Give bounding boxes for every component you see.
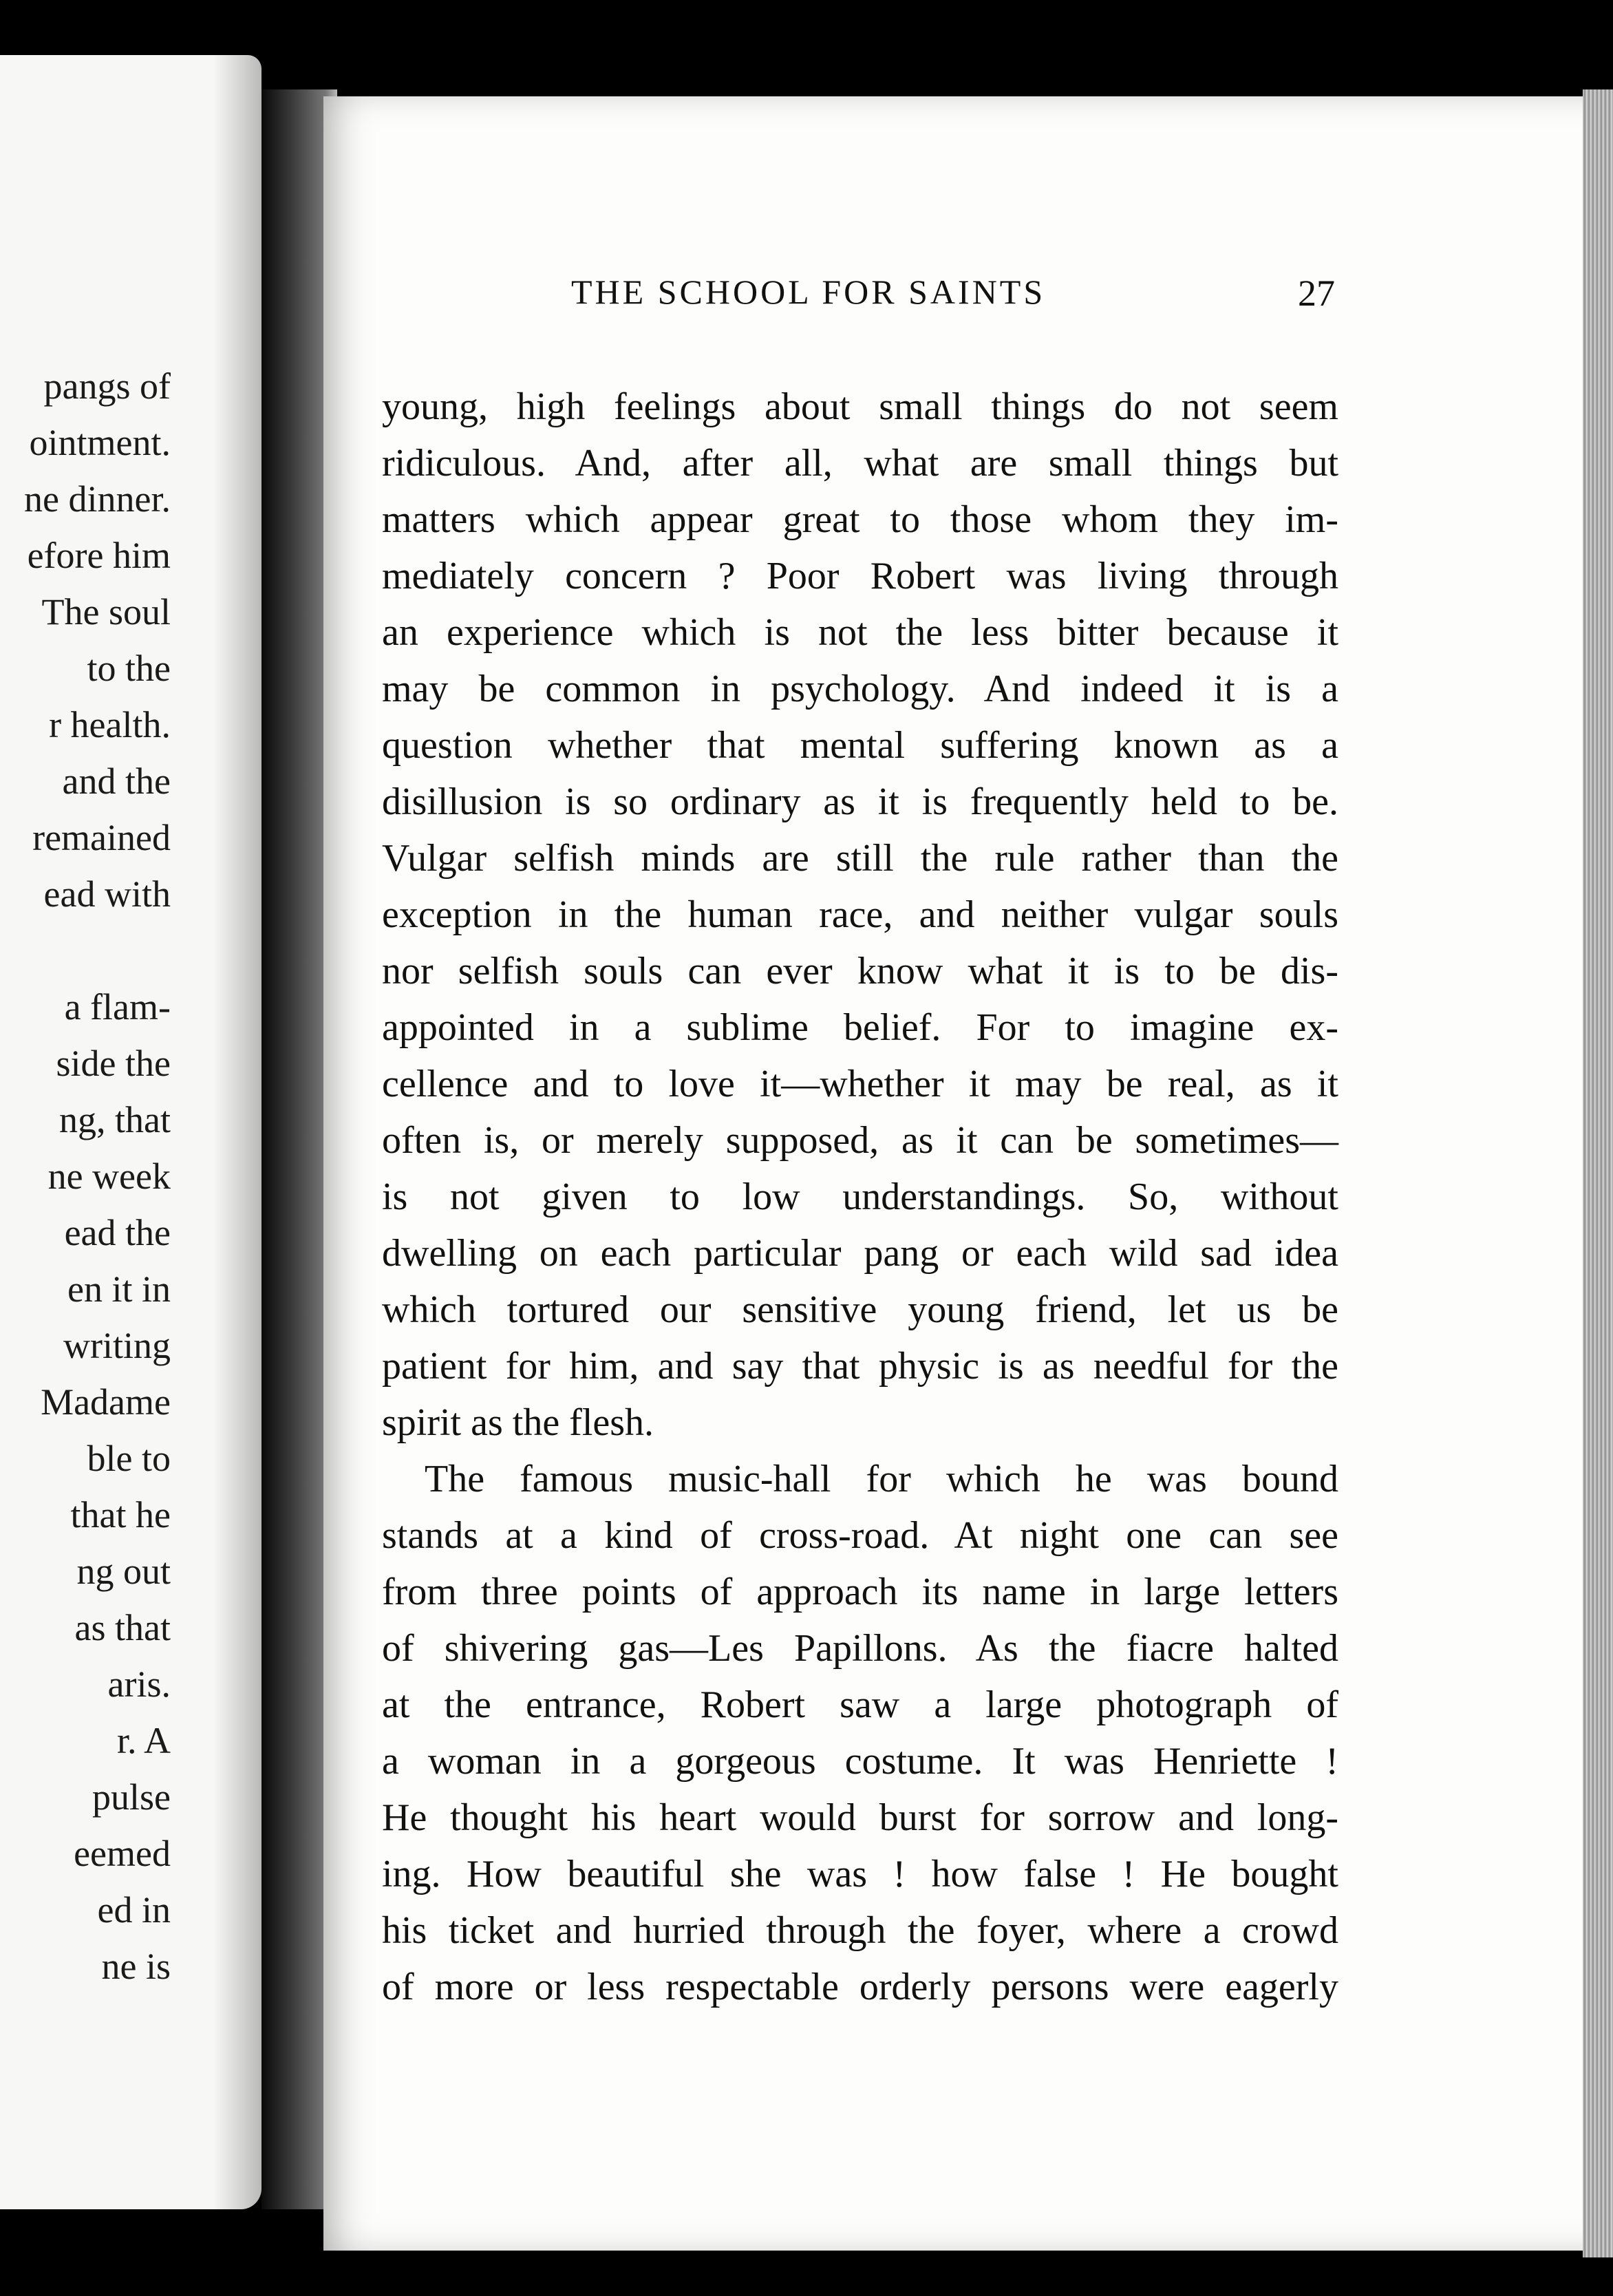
left-page-line: that he <box>70 1494 171 1535</box>
running-title: THE SCHOOL FOR SAINTS <box>571 273 1046 311</box>
left-page <box>0 55 261 2209</box>
page-number: 27 <box>1298 273 1335 314</box>
left-page-line: r. A <box>116 1720 171 1761</box>
text-line: which tortured our sensitive young friend, let us be <box>382 1288 1338 1331</box>
text-line: question whether that mental suffering known as a <box>382 724 1338 767</box>
page-edges <box>1583 89 1613 2257</box>
left-page-line: The soul <box>41 591 171 633</box>
text-line: is not given to low understandings. So, without <box>382 1176 1338 1218</box>
text-line: appointed in a sublime belief. For to imagine ex- <box>382 1006 1338 1049</box>
text-line: young, high feelings about small things do not seem <box>382 385 1338 428</box>
left-page-line: aris. <box>107 1663 171 1705</box>
text-line: may be common in psychology. And indeed it is a <box>382 668 1338 710</box>
left-page-line: to the <box>87 648 171 689</box>
text-line: his ticket and hurried through the foyer, where a crowd <box>382 1909 1338 1952</box>
text-line: dwelling on each particular pang or each wild sad idea <box>382 1232 1338 1275</box>
text-line: The famous music-hall for which he was bound <box>425 1458 1338 1500</box>
left-page-line: efore him <box>27 535 171 576</box>
text-line: ridiculous. And, after all, what are small things but <box>382 442 1338 485</box>
text-line: stands at a kind of cross-road. At night one can see <box>382 1514 1338 1557</box>
left-page-line: pangs of <box>43 365 171 407</box>
text-line: ing. How beautiful she was ! how false ! He bought <box>382 1853 1338 1895</box>
text-line: He thought his heart would burst for sorrow and long- <box>382 1796 1338 1839</box>
text-line: nor selfish souls can ever know what it is to be dis- <box>382 950 1338 992</box>
left-page-line: r health. <box>49 704 171 745</box>
text-line: of shivering gas—Les Papillons. As the fiacre halted <box>382 1627 1338 1670</box>
text-line: from three points of approach its name in large letters <box>382 1571 1338 1613</box>
left-page-line: ne is <box>101 1946 171 1987</box>
text-line: mediately concern ? Poor Robert was living through <box>382 555 1338 597</box>
text-line: Vulgar selfish minds are still the rule rather than the <box>382 837 1338 880</box>
text-line: matters which appear great to those whom they im- <box>382 498 1338 541</box>
left-page-line: en it in <box>67 1268 171 1310</box>
left-page-line: ne week <box>47 1156 171 1197</box>
left-page-line: a flam- <box>64 986 171 1028</box>
text-line: spirit as the flesh. <box>382 1401 654 1444</box>
left-page-line: as that <box>74 1607 171 1648</box>
left-page-line: ead with <box>43 873 171 915</box>
left-page-line: ng, that <box>59 1099 171 1140</box>
left-page-line: ead the <box>64 1212 171 1253</box>
left-page-line: ed in <box>97 1889 171 1931</box>
body-text <box>382 379 1338 2015</box>
left-page-line: ointment. <box>29 422 171 463</box>
gutter-shadow <box>213 55 261 2209</box>
text-line: an experience which is not the less bitter because it <box>382 611 1338 654</box>
left-page-line: ne dinner. <box>24 478 171 520</box>
left-page-line: side the <box>56 1043 171 1084</box>
left-page-line: writing <box>63 1325 171 1366</box>
left-page-line: eemed <box>74 1833 171 1874</box>
text-line: exception in the human race, and neither vulgar souls <box>382 893 1338 936</box>
text-line: cellence and to love it—whether it may be real, as it <box>382 1063 1338 1105</box>
left-page-line: ng out <box>76 1551 171 1592</box>
text-line: patient for him, and say that physic is as needful for the <box>382 1345 1338 1388</box>
paragraph <box>382 379 1338 1451</box>
left-page-line: ble to <box>87 1438 171 1479</box>
left-page-line: remained <box>32 817 171 858</box>
text-line: at the entrance, Robert saw a large photograph of <box>382 1683 1338 1726</box>
left-page-line: and the <box>62 761 171 802</box>
left-page-line: Madame <box>41 1381 171 1423</box>
paragraph <box>382 1451 1338 2015</box>
text-line: disillusion is so ordinary as it is frequently held to be. <box>382 780 1338 823</box>
text-line: of more or less respectable orderly persons were eagerly <box>382 1966 1338 2008</box>
text-line: a woman in a gorgeous costume. It was Henriette ! <box>382 1740 1338 1783</box>
text-line: often is, or merely supposed, as it can be sometimes— <box>382 1119 1338 1162</box>
left-page-line: pulse <box>92 1776 171 1818</box>
